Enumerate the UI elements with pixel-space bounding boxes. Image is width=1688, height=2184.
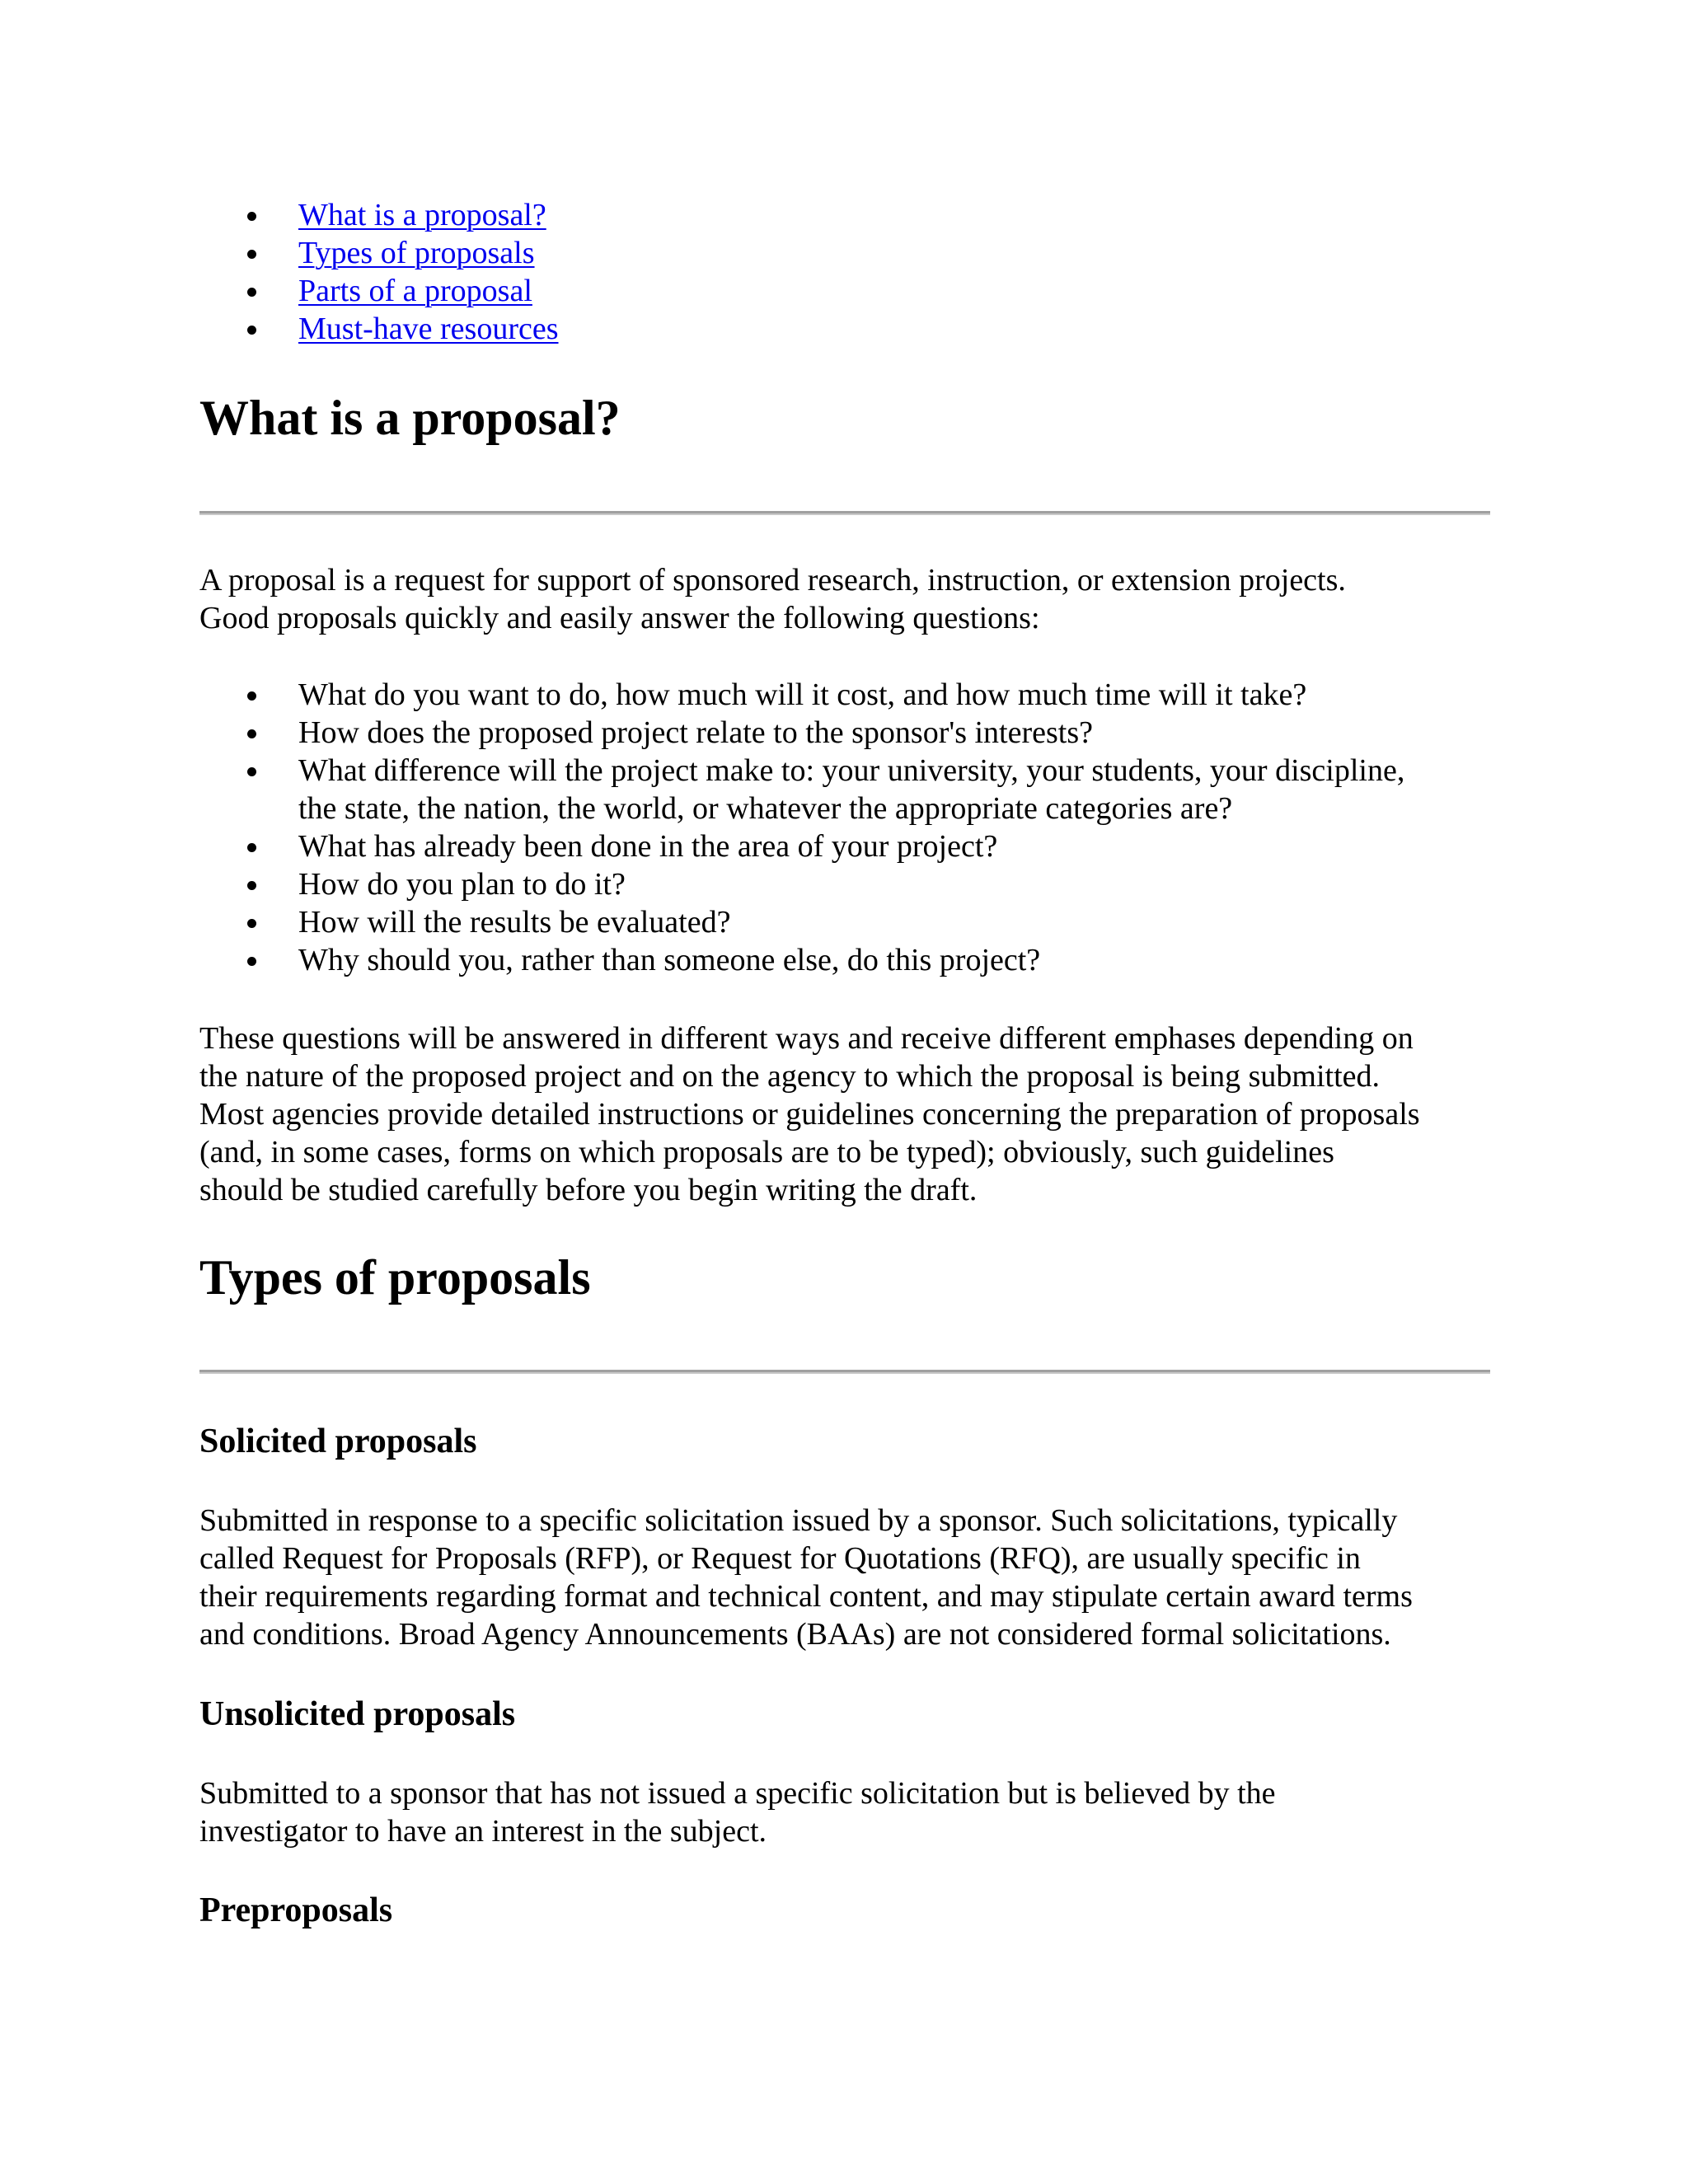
list-item <box>199 676 1490 714</box>
question-text: How will the results be evaluated? <box>298 905 731 940</box>
solicited-line: and conditions. Broad Agency Announcements (BAAs) are not considered formal solicitations. <box>199 1617 1391 1652</box>
question-text: What has already been done in the area of your project? <box>298 829 998 864</box>
heading-preproposals: Preproposals <box>199 1891 393 1929</box>
question-text: Why should you, rather than someone else, do this project? <box>298 943 1041 977</box>
closing-line: the nature of the proposed project and on the agency to which the proposal is being submitted. <box>199 1059 1381 1094</box>
toc-item-types <box>199 234 559 272</box>
questions-list <box>199 676 1490 979</box>
solicited-line: their requirements regarding format and technical content, and may stipulate certain award terms <box>199 1579 1413 1614</box>
toc-link-parts[interactable]: Parts of a proposal <box>298 274 532 308</box>
closing-line: (and, in some cases, forms on which proposals are to be typed); obviously, such guidelines <box>199 1135 1334 1169</box>
section-divider <box>199 511 1490 515</box>
list-item <box>199 903 1490 941</box>
closing-line: These questions will be answered in different ways and receive different emphases depending on <box>199 1021 1414 1056</box>
heading-unsolicited-proposals: Unsolicited proposals <box>199 1695 516 1733</box>
table-of-contents <box>199 196 559 348</box>
heading-types-of-proposals: Types of proposals <box>199 1250 591 1305</box>
heading-solicited-proposals: Solicited proposals <box>199 1422 477 1460</box>
heading-what-is-a-proposal: What is a proposal? <box>199 391 621 445</box>
solicited-paragraph <box>199 1502 1490 1653</box>
list-item <box>199 827 1490 865</box>
intro-line: A proposal is a request for support of sponsored research, instruction, or extension projects. <box>199 563 1346 598</box>
question-text: How does the proposed project relate to the sponsor's interests? <box>298 715 1093 750</box>
toc-item-what-is <box>199 196 559 234</box>
list-item <box>199 714 1490 752</box>
solicited-line: called Request for Proposals (RFP), or Request for Quotations (RFQ), are usually specific in <box>199 1541 1361 1576</box>
list-item <box>199 752 1490 827</box>
toc-item-resources <box>199 310 559 348</box>
list-item <box>199 941 1490 979</box>
closing-line: should be studied carefully before you begin writing the draft. <box>199 1173 978 1207</box>
question-text: What do you want to do, how much will it cost, and how much time will it take? <box>298 677 1307 712</box>
question-text: How do you plan to do it? <box>298 867 626 902</box>
toc-link-types[interactable]: Types of proposals <box>298 236 535 270</box>
closing-line: Most agencies provide detailed instructions or guidelines concerning the preparation of proposals <box>199 1097 1420 1132</box>
toc-link-resources[interactable]: Must-have resources <box>298 312 559 346</box>
list-item <box>199 865 1490 903</box>
toc-item-parts <box>199 272 559 310</box>
unsolicited-line: Submitted to a sponsor that has not issued a specific solicitation but is believed by the <box>199 1776 1276 1811</box>
unsolicited-paragraph <box>199 1774 1490 1850</box>
unsolicited-line: investigator to have an interest in the subject. <box>199 1814 767 1849</box>
toc-link-what-is[interactable]: What is a proposal? <box>298 198 546 232</box>
question-text: the state, the nation, the world, or whatever the appropriate categories are? <box>298 791 1233 826</box>
section-divider <box>199 1370 1490 1374</box>
closing-paragraph <box>199 1019 1490 1209</box>
intro-paragraph <box>199 561 1490 637</box>
solicited-line: Submitted in response to a specific solicitation issued by a sponsor. Such solicitations, typically <box>199 1503 1398 1538</box>
question-text: What difference will the project make to: your university, your students, your discipline, <box>298 753 1405 788</box>
intro-line: Good proposals quickly and easily answer the following questions: <box>199 601 1040 635</box>
